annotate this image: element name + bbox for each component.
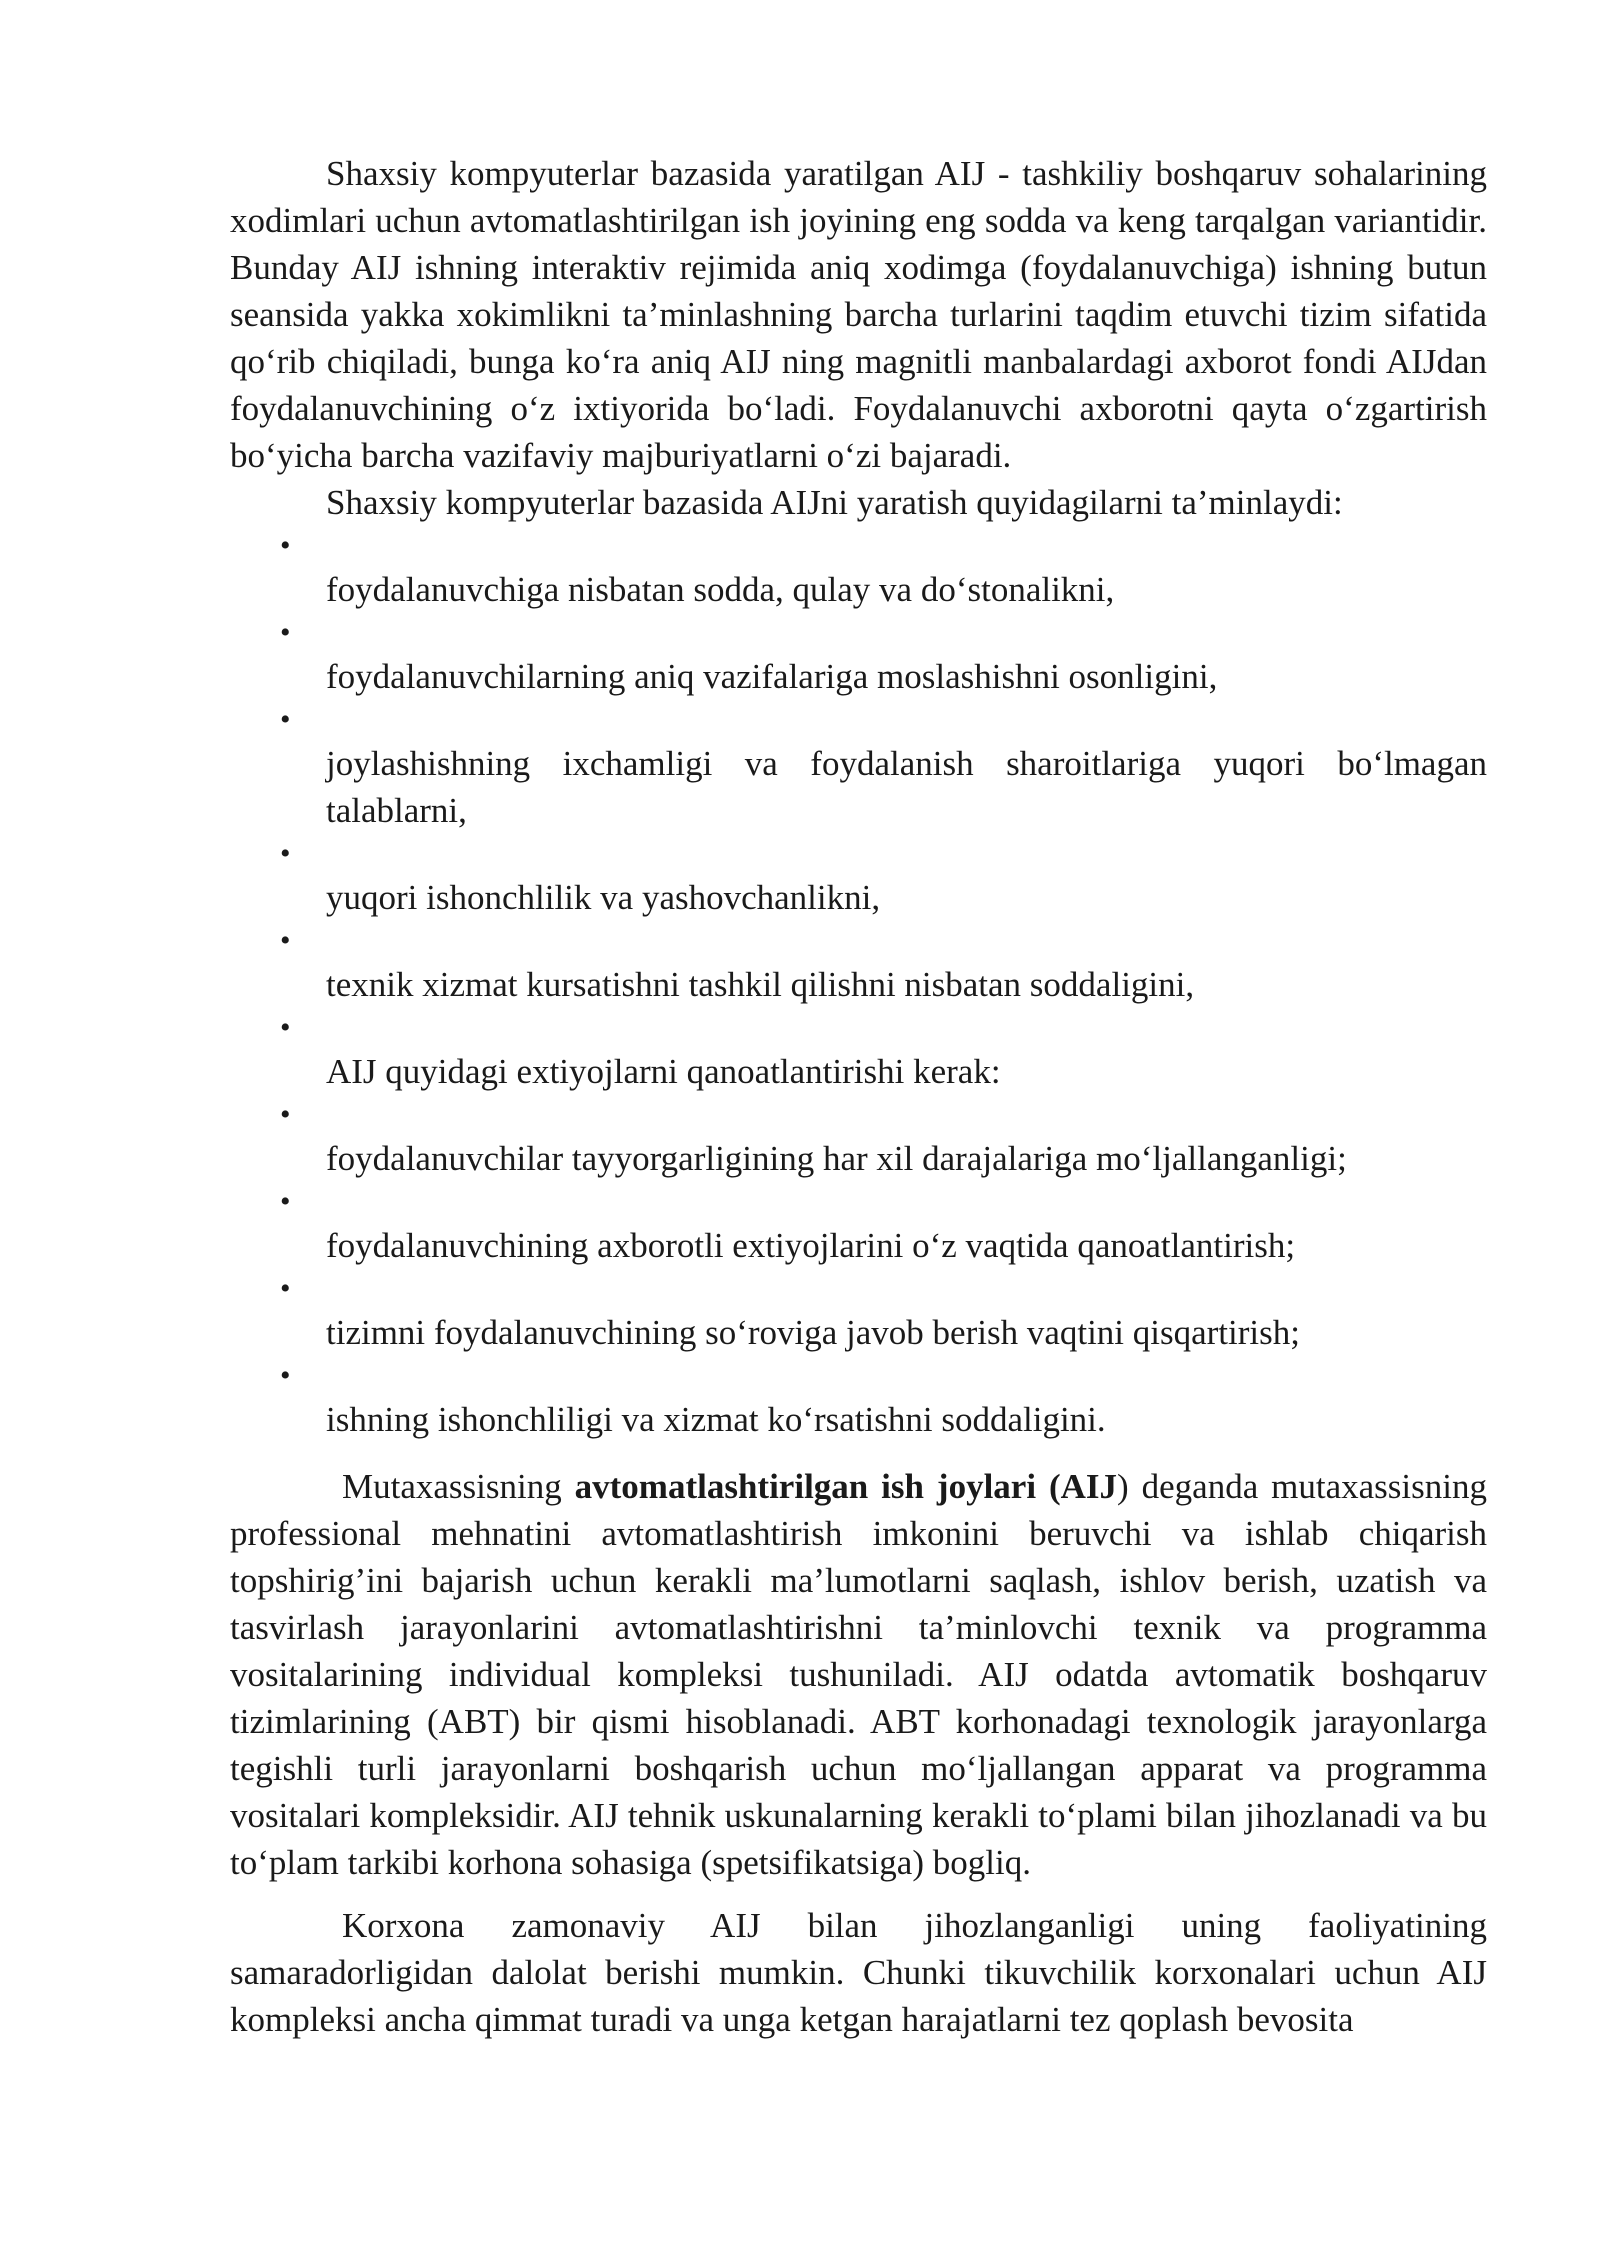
list-item-text: yuqori ishonchlilik va yashovchanlikni,: [326, 878, 881, 917]
list-item: [230, 1095, 1487, 1182]
bold-term: avtomatlashtirilgan ish joylari (AIJ: [574, 1467, 1118, 1506]
requirements-list: [230, 526, 1487, 1443]
list-item: [230, 834, 1487, 921]
list-item: [230, 1356, 1487, 1443]
list-item: [230, 1182, 1487, 1269]
bullet-icon: •: [280, 529, 291, 562]
list-item-text: ishning ishonchliligi va xizmat ko‘rsatishni soddaligini.: [326, 1400, 1106, 1439]
list-item-text: foydalanuvchiga nisbatan sodda, qulay va do‘stonalikni,: [326, 570, 1115, 609]
list-item: [230, 700, 1487, 834]
document-page: [230, 150, 1487, 2043]
list-item-text: texnik xizmat kursatishni tashkil qilishni nisbatan soddaligini,: [326, 965, 1195, 1004]
list-item-text: foydalanuvchilar tayyorgarligining har xil darajalariga mo‘ljallanganligi;: [326, 1139, 1347, 1178]
paragraph-aij-specialist: [230, 1463, 1487, 1886]
bullet-icon: •: [280, 1359, 291, 1392]
bullet-icon: •: [280, 616, 291, 649]
list-intro: Shaxsiy kompyuterlar bazasida AIJni yaratish quyidagilarni ta’minlaydi:: [326, 483, 1343, 522]
bullet-icon: •: [280, 837, 291, 870]
bullet-icon: •: [280, 703, 291, 736]
list-item: [230, 1269, 1487, 1356]
paragraph-text: Mutaxassisning: [342, 1467, 575, 1506]
bullet-icon: •: [280, 1185, 291, 1218]
bullet-icon: •: [280, 1098, 291, 1131]
bullet-icon: •: [280, 924, 291, 957]
list-item: [230, 1008, 1487, 1095]
list-item-text: tizimni foydalanuvchining so‘roviga javob berish vaqtini qisqartirish;: [326, 1313, 1300, 1352]
list-item-text: foydalanuvchilarning aniq vazifalariga moslashishni osonligini,: [326, 657, 1218, 696]
list-item: [230, 526, 1487, 613]
list-item: [230, 613, 1487, 700]
paragraph-aij-definition: Shaxsiy kompyuterlar bazasida yaratilgan AIJ - tashkiliy boshqaruv sohalarining xodimlari uchun avtomatlashtirilgan ish joyining eng sodda va keng tarqalgan variantidir. Bunday AIJ ishning interaktiv rejimida aniq xodimga (foydalanuvchiga) ishning butun seansida yakka xokimlikni ta’minlashning barcha turlarini taqdim etuvchi tizim sifatida qo‘rib chiqiladi, bunga ko‘ra aniq AIJ ning magnitli manbalardagi axborot fondi AIJdan foydalanuvchining o‘z ixtiyorida bo‘ladi. Foydalanuvchi axborotni qayta o‘zgartirish bo‘yicha barcha vazifaviy majburiyatlarni o‘zi bajaradi.: [230, 154, 1487, 475]
list-item-text: joylashishning ixchamligi va foydalanish sharoitlariga yuqori bo‘lmagan talablarni,: [326, 744, 1487, 830]
list-item-text: AIJ quyidagi extiyojlarni qanoatlantirishi kerak:: [326, 1052, 1001, 1091]
list-item: [230, 921, 1487, 1008]
bullet-icon: •: [280, 1011, 291, 1044]
paragraph-text: ) deganda mutaxassisning professional mehnatini avtomatlashtirish imkonini beruvchi va ishlab chiqarish topshirig’ini bajarish uchun kerakli ma’lumotlarni saqlash, ishlov berish, uzatish va tasvirlash jarayonlarini avtomatlashtirishni ta’minlovchi texnik va programma vositalarining individual kompleksi tushuniladi. AIJ odatda avtomatik boshqaruv tizimlarining (ABT) bir qismi hisoblanadi. ABT korhonadagi texnologik jarayonlarga tegishli turli jarayonlarni boshqarish uchun mo‘ljallangan apparat va programma vositalari kompleksidir. AIJ tehnik uskunalarning kerakli to‘plami bilan jihozlanadi va bu to‘plam tarkibi korhona sohasiga (spetsifikatsiga) bogliq.: [230, 1467, 1487, 1882]
paragraph-enterprise: Korxona zamonaviy AIJ bilan jihozlanganligi uning faoliyatining samaradorligidan dalolat berishi mumkin. Chunki tikuvchilik korxonalari uchun AIJ kompleksi ancha qimmat turadi va unga ketgan harajatlarni tez qoplash bevosita: [230, 1906, 1487, 2039]
bullet-icon: •: [280, 1272, 291, 1305]
list-item-text: foydalanuvchining axborotli extiyojlarini o‘z vaqtida qanoatlantirish;: [326, 1226, 1296, 1265]
